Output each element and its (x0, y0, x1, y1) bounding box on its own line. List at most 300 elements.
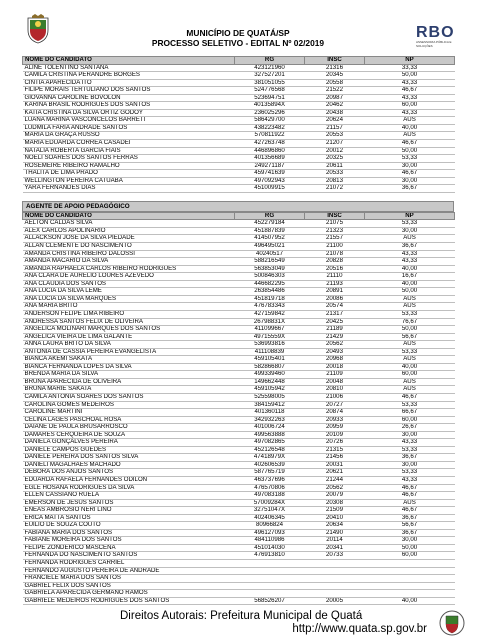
table-row (23, 79, 455, 87)
cell-np: 36,67 (365, 514, 455, 522)
table-header-row (23, 57, 455, 65)
table-row (23, 567, 455, 575)
cell-rg: 587765719 (235, 469, 305, 477)
cell-insc: 21207 (305, 140, 365, 148)
cell-np (365, 575, 455, 583)
table-row (23, 499, 455, 507)
table-row (23, 220, 455, 228)
cell-np: 53,33 (365, 469, 455, 477)
cell-insc: 21315 (305, 446, 365, 454)
cell-np: 40,00 (365, 265, 455, 273)
cell-np: AUS (365, 117, 455, 125)
cell-np: 53,33 (365, 348, 455, 356)
cell-name: EMERSON DE JESUS SANTOS (23, 499, 235, 507)
cell-name: EUILIO DE SOUZA COUTO (23, 522, 235, 530)
rbo-logo-text: RBO (416, 24, 455, 41)
cell-np: AUS (365, 235, 455, 243)
cell-name: FILIPE MORAIS TERTULIANO DOS SANTOS (23, 87, 235, 95)
cell-insc: 20341 (305, 544, 365, 552)
cell-rg: 451009915 (235, 185, 305, 193)
cell-name: ALEX CARLOS APOLINARIO (23, 227, 235, 235)
col-header-insc: INSC (305, 212, 365, 220)
cell-name: GABRIEL FELIX DOS SANTOS (23, 582, 235, 590)
cell-rg: 525598005 (235, 393, 305, 401)
cell-rg: 401356689 (235, 155, 305, 163)
cell-np: 26,67 (365, 424, 455, 432)
cell-insc: 21244 (305, 476, 365, 484)
cell-rg: 381051055 (235, 79, 305, 87)
cell-rg: 563853049 (235, 265, 305, 273)
cell-insc: 20345 (305, 72, 365, 80)
cell-np: 60,00 (365, 416, 455, 424)
cell-name: FABIANA MARIA DOS SANTOS (23, 529, 235, 537)
cell-insc: 20810 (305, 386, 365, 394)
cell-name: KARINA BRASIL RODRIGUES DOS SANTOS (23, 102, 235, 110)
cell-np (365, 590, 455, 598)
cell-np: 43,33 (365, 258, 455, 266)
table-body-1 (23, 64, 455, 192)
document-title (22, 28, 454, 48)
col-header-np: NP (365, 57, 455, 65)
table-row (23, 560, 455, 568)
cell-name: FERNANDO AUGUSTO PEREIRA DE ANDRADE (23, 567, 235, 575)
cell-np: 36,67 (365, 529, 455, 537)
cell-rg: 536993816 (235, 341, 305, 349)
watermark-url: http://www.quata.sp.gov.br (292, 623, 427, 635)
cell-insc: 20828 (305, 258, 365, 266)
cell-rg: 427263748 (235, 140, 305, 148)
cell-np: 30,00 (365, 461, 455, 469)
cell-insc: 20562 (305, 484, 365, 492)
cell-insc: 21317 (305, 310, 365, 318)
cell-name: NATALIA ROBERTA GARCIA FIAIS (23, 147, 235, 155)
table-row (23, 295, 455, 303)
cell-rg: 249271187 (235, 162, 305, 170)
cell-insc: 21157 (305, 124, 365, 132)
cell-insc: 20079 (305, 492, 365, 500)
cell-rg: 26798831X (235, 318, 305, 326)
section-title-agente: AGENTE DE APOIO PEDAGÓGICO (22, 201, 454, 212)
cell-np: AUS (365, 356, 455, 364)
cell-insc: 21006 (305, 393, 365, 401)
cell-insc: 20031 (305, 461, 365, 469)
cell-insc: 20018 (305, 363, 365, 371)
cell-np: 43,33 (365, 250, 455, 258)
cell-insc: 20109 (305, 431, 365, 439)
table-row (23, 454, 455, 462)
cell-rg (235, 575, 305, 583)
cell-np (365, 560, 455, 568)
table-row (23, 484, 455, 492)
cell-name: CAMILA ANTONIA SOARES DOS SANTOS (23, 393, 235, 401)
cell-rg: 500846303 (235, 273, 305, 281)
table-row (23, 409, 455, 417)
cell-name: ANA CLARA DE AURÉLIO LOURES AZEVEDO (23, 273, 235, 281)
cell-name: GIOVANNA CAROLINE BOVOLON (23, 94, 235, 102)
cell-name: THALITA DE LIMA PRADO (23, 170, 235, 178)
cell-rg: 476570806 (235, 484, 305, 492)
cell-np: 46,67 (365, 507, 455, 515)
cell-name: ANTONIA DE CASSIA PEREIRA EVANGELISTA (23, 348, 235, 356)
cell-insc: 20621 (305, 469, 365, 477)
cell-rg: 452279184 (235, 220, 305, 228)
cell-insc (305, 560, 365, 568)
cell-name: FRANCIELE MARIA DOS SANTOS (23, 575, 235, 583)
cell-insc: 20533 (305, 170, 365, 178)
cell-name: BIANCA FERNANDA LOPES DA SILVA (23, 363, 235, 371)
table-row (23, 185, 455, 193)
cell-rg: 499563888 (235, 431, 305, 439)
table-row (23, 280, 455, 288)
cell-np: 76,67 (365, 318, 455, 326)
cell-rg: 497082865 (235, 439, 305, 447)
cell-insc: 21110 (305, 273, 365, 281)
cell-insc: 21509 (305, 507, 365, 515)
cell-insc: 20813 (305, 177, 365, 185)
cell-insc: 20048 (305, 378, 365, 386)
cell-insc: 21316 (305, 64, 365, 72)
table-row (23, 476, 455, 484)
cell-np: 46,67 (365, 484, 455, 492)
watermark-text-line1: Direitos Autorais: Prefeitura Municipal de Quatá (120, 610, 363, 622)
table-row (23, 227, 455, 235)
results-table-2 (22, 212, 455, 605)
cell-np: 30,00 (365, 431, 455, 439)
table-row (23, 109, 455, 117)
table-row (23, 461, 455, 469)
cell-np: 50,00 (365, 326, 455, 334)
cell-insc: 21075 (305, 220, 365, 228)
cell-np: 16,67 (365, 273, 455, 281)
cell-name: GABRIELE MEDEIROS RODRIGUES DOS SANTOS (23, 597, 235, 605)
cell-np: 46,67 (365, 170, 455, 178)
cell-rg: 588216549 (235, 258, 305, 266)
cell-insc: 20558 (305, 79, 365, 87)
cell-rg: 401360118 (235, 409, 305, 417)
table-row (23, 363, 455, 371)
table-row (23, 537, 455, 545)
cell-name: AMANDA RAPHAELA CARLOS RIBEIRO RODRIGUES (23, 265, 235, 273)
cell-insc: 20726 (305, 439, 365, 447)
cell-rg: 497083188 (235, 492, 305, 500)
cell-name: AMANDA MACARIO DA SILVA (23, 258, 235, 266)
cell-np: 30,00 (365, 227, 455, 235)
cell-np: AUS (365, 378, 455, 386)
cell-np: 33,33 (365, 64, 455, 72)
table-row (23, 87, 455, 95)
cell-np: 50,00 (365, 288, 455, 296)
cell-name: YARA FERNANDES DIAS (23, 185, 235, 193)
col-header-np: NP (365, 212, 455, 220)
table-row (23, 393, 455, 401)
cell-name: DAMARES CERQUEIRA DE SOUZA (23, 431, 235, 439)
cell-insc: 20308 (305, 499, 365, 507)
cell-np: AUS (365, 303, 455, 311)
title-process: PROCESSO SELETIVO - EDITAL Nº 02/2019 (151, 38, 325, 48)
cell-np: 53,33 (365, 446, 455, 454)
table-row (23, 348, 455, 356)
table-row (23, 170, 455, 178)
cell-insc: 20968 (305, 356, 365, 364)
document-page (22, 14, 454, 638)
cell-insc: 20425 (305, 318, 365, 326)
cell-name: DANIELE PEREIRA DOS SANTOS SILVA (23, 454, 235, 462)
table-row (23, 582, 455, 590)
cell-insc (305, 582, 365, 590)
cell-np: 36,67 (365, 185, 455, 193)
cell-rg: 523694751 (235, 94, 305, 102)
cell-name: CAMILA CRISTINA PERANDRE BORGES (23, 72, 235, 80)
col-header-rg: RG (235, 212, 305, 220)
cell-np: AUS (365, 132, 455, 140)
cell-name: BRUNA APARECIDA DE OLIVEIRA (23, 378, 235, 386)
cell-np: 30,00 (365, 162, 455, 170)
cell-insc: 20874 (305, 409, 365, 417)
cell-name: ALINE TOLENTINO SANTANA (23, 64, 235, 72)
table-row (23, 514, 455, 522)
cell-rg: 236025296 (235, 109, 305, 117)
cell-insc: 20959 (305, 424, 365, 432)
cell-insc: 21189 (305, 326, 365, 334)
table-row (23, 431, 455, 439)
cell-np: 60,00 (365, 102, 455, 110)
table-row (23, 310, 455, 318)
table-row (23, 597, 455, 605)
document-header (22, 14, 454, 54)
cell-insc: 20891 (305, 288, 365, 296)
cell-rg: 80966824 (235, 522, 305, 530)
cell-name: KATIA CRISTINA DA SILVA ORTIZ GODOY (23, 109, 235, 117)
cell-name: ENEAS AMBROSIO NERI LINO (23, 507, 235, 515)
cell-rg: 32751047X (235, 507, 305, 515)
results-table-1 (22, 56, 455, 193)
cell-rg: 463737696 (235, 476, 305, 484)
cell-rg: 49715559X (235, 333, 305, 341)
cell-insc: 20933 (305, 416, 365, 424)
table-row (23, 177, 455, 185)
table-row (23, 72, 455, 80)
cell-rg: 423121960 (235, 64, 305, 72)
table-row (23, 132, 455, 140)
cell-np: 60,00 (365, 371, 455, 379)
cell-name: NOELI SOARES DOS SANTOS FERRAS (23, 155, 235, 163)
cell-rg: 459105401 (235, 356, 305, 364)
cell-rg (235, 590, 305, 598)
cell-np: 36,67 (365, 454, 455, 462)
table-row (23, 303, 455, 311)
table-row (23, 386, 455, 394)
cell-name: DANIELE CAMPOS GUEDES (23, 446, 235, 454)
cell-np: 30,00 (365, 177, 455, 185)
table-row (23, 94, 455, 102)
cell-np: AUS (365, 499, 455, 507)
table-row (23, 250, 455, 258)
cell-rg: 452126548 (235, 446, 305, 454)
cell-name: BRENDA MARIA DA SILVA (23, 371, 235, 379)
cell-rg (235, 560, 305, 568)
cell-rg: 414507952 (235, 235, 305, 243)
cell-insc: 21109 (305, 371, 365, 379)
cell-rg: 402606539 (235, 461, 305, 469)
cell-rg: 451887839 (235, 227, 305, 235)
cell-insc: 20624 (305, 117, 365, 125)
table-row (23, 117, 455, 125)
cell-rg: 40240517 (235, 250, 305, 258)
cell-name: ALLACKSON JOSÉ DA SILVA PIEDADE (23, 235, 235, 243)
cell-insc: 20611 (305, 162, 365, 170)
cell-insc: 20516 (305, 265, 365, 273)
cell-rg (235, 567, 305, 575)
cell-rg: 484110986 (235, 537, 305, 545)
cell-np: AUS (365, 295, 455, 303)
cell-np: 40,00 (365, 280, 455, 288)
cell-rg: 446682295 (235, 280, 305, 288)
cell-insc: 20005 (305, 597, 365, 605)
title-municipality: MUNICÍPIO DE QUATÁ/SP (186, 28, 290, 38)
col-header-name: NOME DO CANDIDATO (23, 57, 235, 65)
table-header-row (23, 212, 455, 220)
cell-name: ANA MARIA BRITO (23, 303, 235, 311)
cell-name: ANGÉLICA MOLINARI MARQUES DOS SANTOS (23, 326, 235, 334)
table-row (23, 424, 455, 432)
cell-insc (305, 567, 365, 575)
cell-np: AUS (365, 341, 455, 349)
cell-name: ROSEMEIRE RIBEIRO RAMALHO (23, 162, 235, 170)
cell-insc: 20325 (305, 155, 365, 163)
cell-name: WELLINGTON PEREIRA CATUABA (23, 177, 235, 185)
cell-insc: 21323 (305, 227, 365, 235)
table-row (23, 235, 455, 243)
cell-insc: 20574 (305, 303, 365, 311)
cell-name: DAIANE DE PAULA BRUSARROSCO (23, 424, 235, 432)
cell-rg: 497092943 (235, 177, 305, 185)
cell-rg: 459105942 (235, 386, 305, 394)
cell-name: FERNANDA RODRIGUES CARRIEL (23, 560, 235, 568)
cell-np: 40,00 (365, 597, 455, 605)
cell-name: CINTIA APARECIDA ITO (23, 79, 235, 87)
table-row (23, 341, 455, 349)
cell-np: 53,33 (365, 401, 455, 409)
cell-insc: 20553 (305, 132, 365, 140)
table-row (23, 590, 455, 598)
cell-rg: 263854486 (235, 288, 305, 296)
cell-rg: 327527201 (235, 72, 305, 80)
cell-name: ERICA MATTA SANTOS (23, 514, 235, 522)
cell-np: 53,33 (365, 155, 455, 163)
table-row (23, 124, 455, 132)
table-row (23, 356, 455, 364)
cell-np: 36,67 (365, 243, 455, 251)
cell-rg: 438223482 (235, 124, 305, 132)
cell-name: MARIA EDUARDA CORREA CASADEI (23, 140, 235, 148)
cell-name: DANIELI MAGALHAES MACHADO (23, 461, 235, 469)
cell-rg: 451819718 (235, 295, 305, 303)
cell-insc: 21078 (305, 250, 365, 258)
table-row (23, 401, 455, 409)
cell-insc: 20012 (305, 147, 365, 155)
cell-rg: 47418979X (235, 454, 305, 462)
cell-rg: 499339460 (235, 371, 305, 379)
cell-name: BIANCA AKEMI SAKATA (23, 356, 235, 364)
cell-insc: 20562 (305, 341, 365, 349)
cell-name: ANA LÚCIA DA SILVA LEME (23, 288, 235, 296)
cell-name: GABRIELA APARECIDA GERMANO RAMOS (23, 590, 235, 598)
cell-insc: 21557 (305, 235, 365, 243)
cell-rg: 149662448 (235, 378, 305, 386)
cell-name: DEBORA DOS ANJOS SANTOS (23, 469, 235, 477)
table-row (23, 544, 455, 552)
cell-np: 30,00 (365, 537, 455, 545)
cell-np: 50,00 (365, 147, 455, 155)
cell-name: ANNA LAURA BRITO DA SILVA (23, 341, 235, 349)
cell-rg: 568526207 (235, 597, 305, 605)
cell-rg: 496127093 (235, 529, 305, 537)
table-row (23, 64, 455, 72)
cell-insc (305, 575, 365, 583)
col-header-insc: INSC (305, 57, 365, 65)
cell-insc: 20410 (305, 514, 365, 522)
cell-np: 40,00 (365, 124, 455, 132)
cell-name: AMANDA CRISTINA RIBEIRO DALOSSI (23, 250, 235, 258)
cell-insc: 20727 (305, 401, 365, 409)
cell-name: CAROLINA GOMES MEDEIROS (23, 401, 235, 409)
cell-np: 40,00 (365, 363, 455, 371)
cell-rg: 524776568 (235, 87, 305, 95)
cell-name: EDUARDA RAFAELA FERNANDES ODILON (23, 476, 235, 484)
cell-name: EGLE HOSANA RODRIGUES DA SILVA (23, 484, 235, 492)
cell-np: 50,00 (365, 544, 455, 552)
cell-name: FELIPE ZONDERICO MASCENA (23, 544, 235, 552)
cell-insc: 20114 (305, 537, 365, 545)
cell-rg: 342932263 (235, 416, 305, 424)
cell-rg: 411108839 (235, 348, 305, 356)
cell-insc: 20462 (305, 102, 365, 110)
table-body-2 (23, 220, 455, 605)
cell-name: ANGÉLICA VIEIRA DE LIMA GALANTE (23, 333, 235, 341)
cell-name: LUANA MARINA VASCONCELOS BARRETI (23, 117, 235, 125)
cell-insc: 21456 (305, 454, 365, 462)
cell-name: BRUNA MARIE SAKATA (23, 386, 235, 394)
cell-name: FERNANDA DO NASCIMENTO SANTOS (23, 552, 235, 560)
cell-np: 43,33 (365, 79, 455, 87)
cell-rg: 446896860 (235, 147, 305, 155)
cell-name: LUDMILA FARIA ANDRADE SANTOS (23, 124, 235, 132)
cell-insc: 20733 (305, 552, 365, 560)
cell-np: 56,67 (365, 333, 455, 341)
table-row (23, 529, 455, 537)
cell-name: ANA CLAUDIA DOS SANTOS (23, 280, 235, 288)
cell-rg: 459741639 (235, 170, 305, 178)
cell-np: 46,67 (365, 87, 455, 95)
cell-np (365, 582, 455, 590)
table-row (23, 371, 455, 379)
cell-insc: 21193 (305, 280, 365, 288)
cell-name: CELINA LAGES PASCHOAL ROSA (23, 416, 235, 424)
table-row (23, 288, 455, 296)
cell-insc: 21072 (305, 185, 365, 193)
table-row (23, 552, 455, 560)
cell-np: 66,67 (365, 409, 455, 417)
table-row (23, 575, 455, 583)
table-row (23, 155, 455, 163)
cell-rg: 586429700 (235, 117, 305, 125)
cell-np: AUS (365, 386, 455, 394)
col-header-rg: RG (235, 57, 305, 65)
table-row (23, 378, 455, 386)
cell-rg: 476783343 (235, 303, 305, 311)
table-row (23, 333, 455, 341)
cell-insc: 21100 (305, 243, 365, 251)
